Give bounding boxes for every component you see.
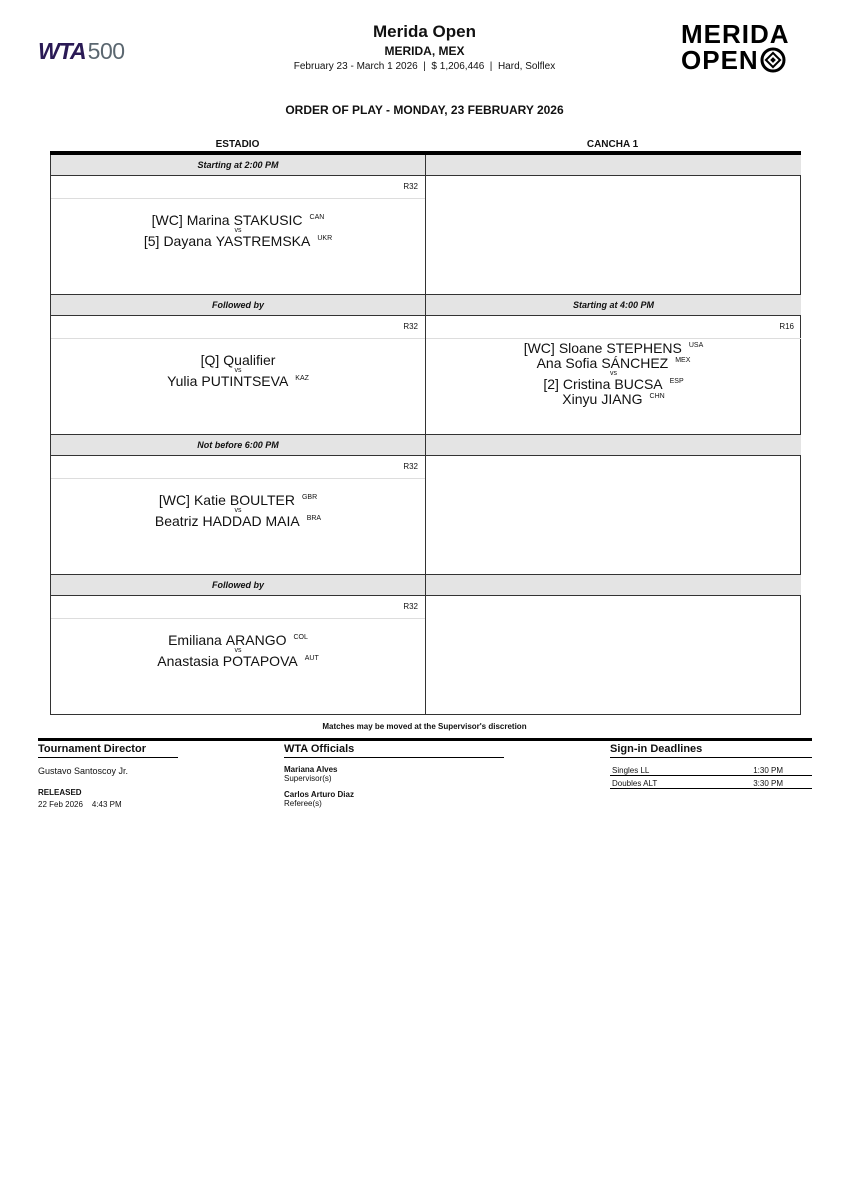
player-nationality: MEX (675, 357, 691, 365)
player-name (51, 654, 425, 669)
deadlines-heading: Sign-in Deadlines (610, 743, 812, 758)
match (51, 479, 425, 529)
player-name (51, 234, 425, 249)
match (51, 199, 425, 249)
sign-in-deadlines-section (610, 743, 812, 789)
vs-label: vs (234, 647, 242, 654)
player-first: Sloane (558, 340, 603, 356)
round-label: R32 (51, 456, 425, 479)
slot-time-header: Followed by (51, 295, 425, 316)
slot-time-header: Starting at 2:00 PM (51, 155, 425, 176)
round-label: R32 (51, 596, 425, 619)
player-name (51, 213, 425, 228)
player-nationality: GBR (301, 494, 318, 502)
player-prefix: [2] (543, 376, 559, 392)
vs-label: vs (234, 367, 242, 374)
schedule-grid (50, 155, 801, 715)
slot-time-header: Not before 6:00 PM (51, 435, 425, 456)
match-slot (51, 575, 425, 715)
player-first: Marina (186, 212, 230, 228)
player-name (51, 374, 425, 389)
player-last: BUCSA (614, 376, 663, 392)
player-last: STAKUSIC (233, 212, 303, 228)
player-last: SÁNCHEZ (601, 355, 669, 371)
player-last: ARANGO (225, 632, 287, 648)
official-name: Mariana Alves (284, 765, 338, 774)
player-nationality: AUT (304, 655, 319, 663)
player-prefix: [WC] (523, 340, 555, 356)
merida-open-logo (681, 19, 813, 78)
slot-time-header: Followed by (51, 575, 425, 596)
match-slot (426, 295, 801, 435)
director-heading: Tournament Director (38, 743, 178, 758)
wta-officials-section (284, 743, 504, 808)
deadline-label: Doubles ALT (612, 779, 658, 788)
player-prefix: [WC] (158, 492, 190, 508)
director-name: Gustavo Santoscoy Jr. (38, 766, 129, 776)
player-nationality: ESP (669, 378, 684, 386)
merida-logo-line1: MERIDA (681, 19, 790, 49)
player-first: Anastasia (157, 653, 219, 669)
slot-time-header: Starting at 4:00 PM (426, 295, 801, 316)
player-last: STEPHENS (606, 340, 682, 356)
player-first: Yulia (167, 373, 198, 389)
player-first: Qualifier (223, 352, 276, 368)
official-role: Referee(s) (284, 799, 322, 808)
player-prefix: [5] (143, 233, 160, 249)
deadline-row (610, 764, 812, 776)
player-nationality: CAN (309, 214, 325, 222)
wta-logo-text: WTA (38, 38, 86, 64)
court-column-estadio (51, 155, 426, 715)
player-last: HADDAD MAIA (202, 513, 300, 529)
order-of-play-title: ORDER OF PLAY - MONDAY, 23 FEBRUARY 2026 (285, 103, 564, 117)
player-nationality: CHN (649, 393, 665, 401)
player-name (426, 341, 801, 356)
match (51, 339, 425, 389)
round-label: R32 (51, 176, 425, 199)
deadline-label: Singles LL (612, 766, 650, 775)
slot-time-header (426, 155, 801, 176)
match-slot (51, 295, 425, 435)
player-first: Ana Sofia (536, 355, 598, 371)
player-name (51, 633, 425, 648)
discretion-note: Matches may be moved at the Supervisor's discretion (322, 722, 527, 731)
tournament-title: Merida Open (373, 22, 476, 41)
tournament-location: MERIDA, MEX (384, 44, 465, 58)
match (51, 619, 425, 669)
slot-time-header (426, 575, 801, 596)
merida-logo-line2: OPEN (681, 44, 759, 75)
deadline-time: 1:30 PM (753, 766, 783, 775)
player-name (426, 377, 801, 392)
deadline-time: 3:30 PM (753, 779, 783, 788)
match-slot (426, 575, 801, 715)
player-prefix: [Q] (200, 352, 220, 368)
player-last: JIANG (601, 391, 643, 407)
player-nationality: KAZ (295, 375, 309, 383)
official-role: Supervisor(s) (284, 774, 332, 783)
round-label: R16 (426, 316, 801, 339)
player-name (51, 514, 425, 529)
round-label: R32 (51, 316, 425, 339)
player-nationality: BRA (306, 515, 322, 523)
court-name-estadio: ESTADIO (215, 139, 260, 150)
player-first: Cristina (562, 376, 611, 392)
officials-heading: WTA Officials (284, 743, 504, 758)
court-column-cancha-1 (426, 155, 801, 715)
deadline-row (610, 777, 812, 789)
player-name (51, 493, 425, 508)
vs-label: vs (234, 507, 242, 514)
player-last: PUTINTSEVA (201, 373, 289, 389)
match-slot (51, 435, 425, 575)
player-first: Katie (193, 492, 226, 508)
diamond-emblem-icon (760, 47, 786, 73)
player-last: YASTREMSKA (215, 233, 311, 249)
player-first: Emiliana (168, 632, 222, 648)
court-name-cancha-1: CANCHA 1 (586, 139, 639, 150)
match-slot (51, 155, 425, 295)
player-name (426, 356, 801, 371)
tournament-director-section (38, 743, 178, 809)
match-slot (426, 435, 801, 575)
player-name (426, 392, 801, 407)
released-label: RELEASED (38, 788, 82, 797)
player-first: Dayana (163, 233, 212, 249)
match (426, 339, 801, 407)
player-name (51, 353, 425, 368)
player-nationality: COL (293, 634, 308, 642)
player-nationality: UKR (317, 235, 333, 243)
released-time: 22 Feb 2026 4:43 PM (38, 800, 122, 809)
slot-time-header (426, 435, 801, 456)
vs-label: vs (234, 227, 242, 234)
official-entry (284, 765, 504, 783)
tournament-details: February 23 - March 1 2026 | $ 1,206,446 | Hard, Solflex (293, 61, 556, 72)
player-first: Beatriz (154, 513, 199, 529)
player-prefix: [WC] (151, 212, 183, 228)
vs-label: vs (610, 370, 617, 377)
match-slot (426, 155, 801, 295)
wta-logo-number: 500 (87, 38, 125, 64)
player-last: POTAPOVA (222, 653, 298, 669)
official-name: Carlos Arturo Diaz (284, 790, 354, 799)
player-nationality: USA (688, 342, 704, 350)
footer-rule (38, 738, 812, 741)
player-last: BOULTER (229, 492, 295, 508)
player-first: Xinyu (562, 391, 598, 407)
official-entry (284, 790, 504, 808)
